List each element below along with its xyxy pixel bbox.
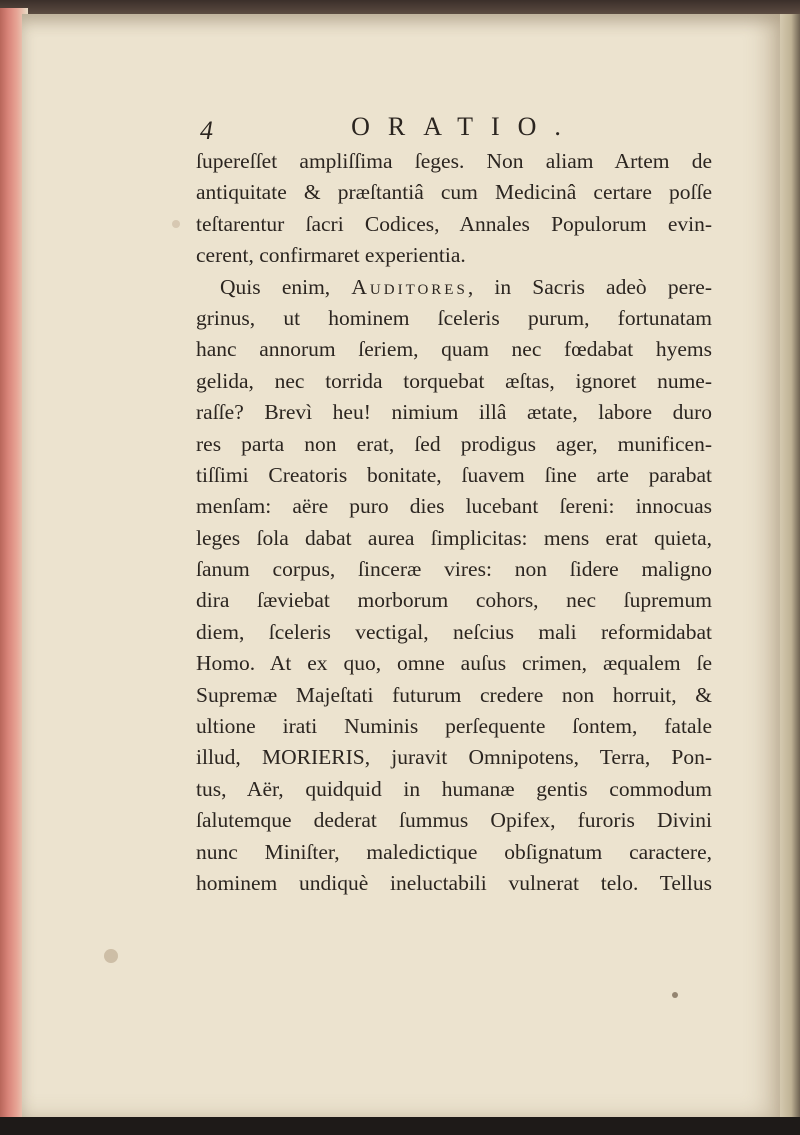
- text-fragment: Quis enim,: [220, 274, 331, 299]
- foxing-spot: [672, 992, 678, 998]
- text-line: raſſe? Brevì heu! nimium illâ ætate, labore duro: [196, 400, 712, 425]
- text-line: Homo. At ex quo, omne auſus crimen, æqualem ſe: [196, 651, 712, 676]
- text-line: diem, ſceleris vectigal, neſcius mali reformidabat: [196, 619, 712, 644]
- text-line: dira ſæviebat morborum cohors, nec ſupremum: [196, 588, 712, 613]
- auditores-smallcaps: Auditores: [351, 274, 468, 299]
- text-line: res parta non erat, ſed prodigus ager, munificen-: [196, 431, 712, 456]
- text-line: hominem undiquè ineluctabili vulnerat telo. Tellus: [196, 870, 712, 895]
- text-line: menſam: aëre puro dies lucebant ſereni: innocuas: [196, 494, 712, 519]
- text-line: gelida, nec torrida torquebat æſtas, ignoret nume-: [196, 368, 712, 393]
- text-line: ſanum corpus, ſinceræ vires: non ſidere maligno: [196, 557, 712, 582]
- running-head: [196, 108, 712, 146]
- text-line: antiquitate & præſtantiâ cum Medicinâ certare poſſe: [196, 180, 712, 205]
- paragraph-2: [196, 272, 712, 900]
- foxing-spot: [104, 949, 118, 963]
- text-line: ultione irati Numinis perſequente ſontem, fatale: [196, 714, 712, 739]
- text-line: tiſſimi Creatoris bonitate, ſuavem ſine arte parabat: [196, 462, 712, 487]
- text-line: cerent, confirmaret experientia.: [196, 243, 466, 268]
- text-line: nunc Miniſter, maledictique obſignatum caractere,: [196, 839, 712, 864]
- running-head-title: ORATIO.: [351, 112, 579, 141]
- text-line: Supremæ Majeſtati futurum credere non horruit, &: [196, 682, 712, 707]
- text-line: leges ſola dabat aurea ſimplicitas: mens erat quieta,: [196, 525, 712, 550]
- paragraph-1: [196, 146, 712, 272]
- text-line: ſupereſſet ampliſſima ſeges. Non aliam Artem de: [196, 149, 712, 173]
- text-line: [196, 272, 712, 303]
- text-line: hanc annorum ſeriem, quam nec fœdabat hyems: [196, 337, 712, 362]
- page-number: 4: [200, 116, 213, 145]
- book-cover-bottom: [0, 1117, 800, 1135]
- text-line: illud, MORIERIS, juravit Omnipotens, Terra, Pon-: [196, 745, 712, 770]
- text-line: tus, Aër, quidquid in humanæ gentis commodum: [196, 776, 712, 801]
- text-block: [196, 108, 712, 899]
- page-edges-right: [778, 14, 800, 1124]
- text-line: grinus, ut hominem ſceleris purum, fortunatam: [196, 305, 712, 330]
- text-line: teſtarentur ſacri Codices, Annales Populorum evin-: [196, 211, 712, 236]
- foxing-spot: [172, 220, 180, 228]
- text-fragment: , in Sacris adeò pere-: [467, 274, 712, 299]
- text-line: ſalutemque dederat ſummus Opifex, furoris Divini: [196, 808, 712, 833]
